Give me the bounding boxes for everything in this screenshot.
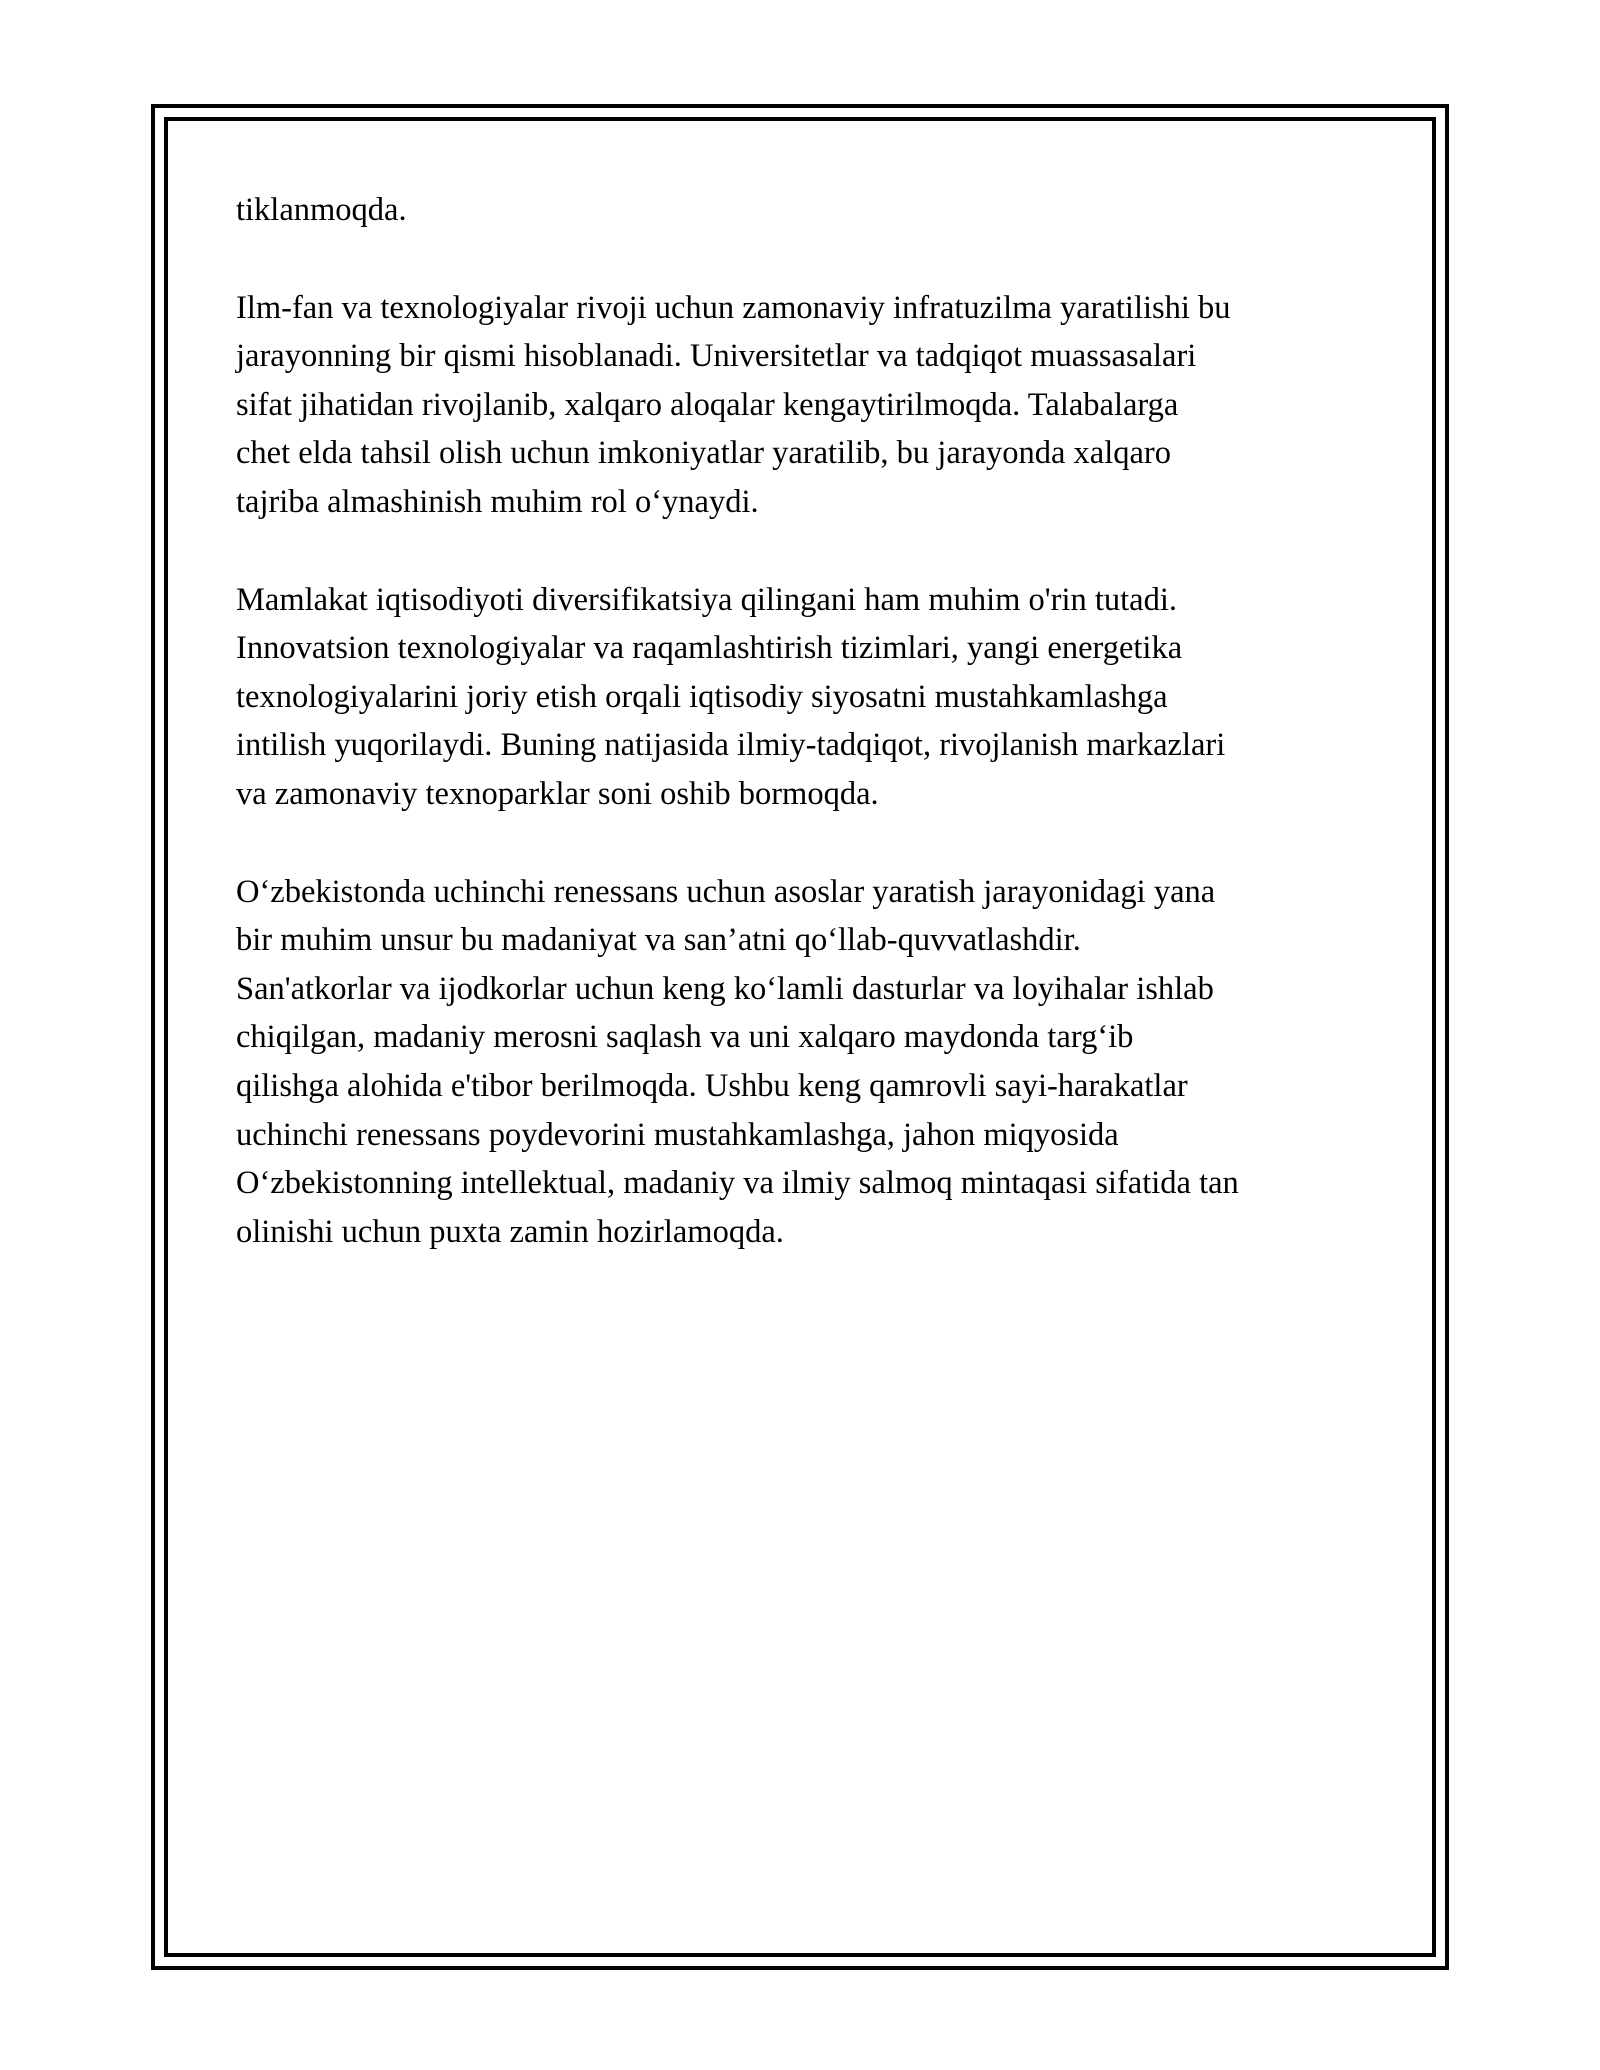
paragraph-3: Mamlakat iqtisodiyoti diversifikatsiya qilingani ham muhim o'rin tutadi. Innovatsion texnologiyalar va raqamlashtirish tizimlari, yangi energetika texnologiyalarini joriy etish orqali iqtisodiy siyosatni mustahkamlashga intilish yuqorilaydi. Buning natijasida ilmiy-tadqiqot, rivojlanish markazlari va zamonaviy texnoparklar soni oshib bormoqda. [236,581,1226,812]
document-body [236,186,1396,1305]
paragraph-1: tiklanmoqda. [236,192,407,228]
paragraph-4: O‘zbekistonda uchinchi renessans uchun asoslar yaratish jarayonidagi yana bir muhim unsur bu madaniyat va san’atni qo‘llab-quvvatlashdir. San'atkorlar va ijodkorlar uchun keng ko‘lamli dasturlar va loyihalar ishlab chiqilgan, madaniy merosni saqlash va uni xalqaro maydonda targ‘ib qilishga alohida e'tibor berilmoqda. Ushbu keng qamrovli sayi-harakatlar uchinchi renessans poydevorini mustahkamlashga, jahon miqyosida O‘zbekistonning intellektual, madaniy va ilmiy salmoq mintaqasi sifatida tan olinishi uchun puxta zamin hozirlamoqda. [236,873,1239,1250]
paragraph-2: Ilm-fan va texnologiyalar rivoji uchun zamonaviy infratuzilma yaratilishi bu jarayonning bir qismi hisoblanadi. Universitetlar va tadqiqot muassasalari sifat jihatidan rivojlanib, xalqaro aloqalar kengaytirilmoqda. Talabalarga chet elda tahsil olish uchun imkoniyatlar yaratilib, bu jarayonda xalqaro tajriba almashinish muhim rol o‘ynaydi. [236,289,1231,520]
